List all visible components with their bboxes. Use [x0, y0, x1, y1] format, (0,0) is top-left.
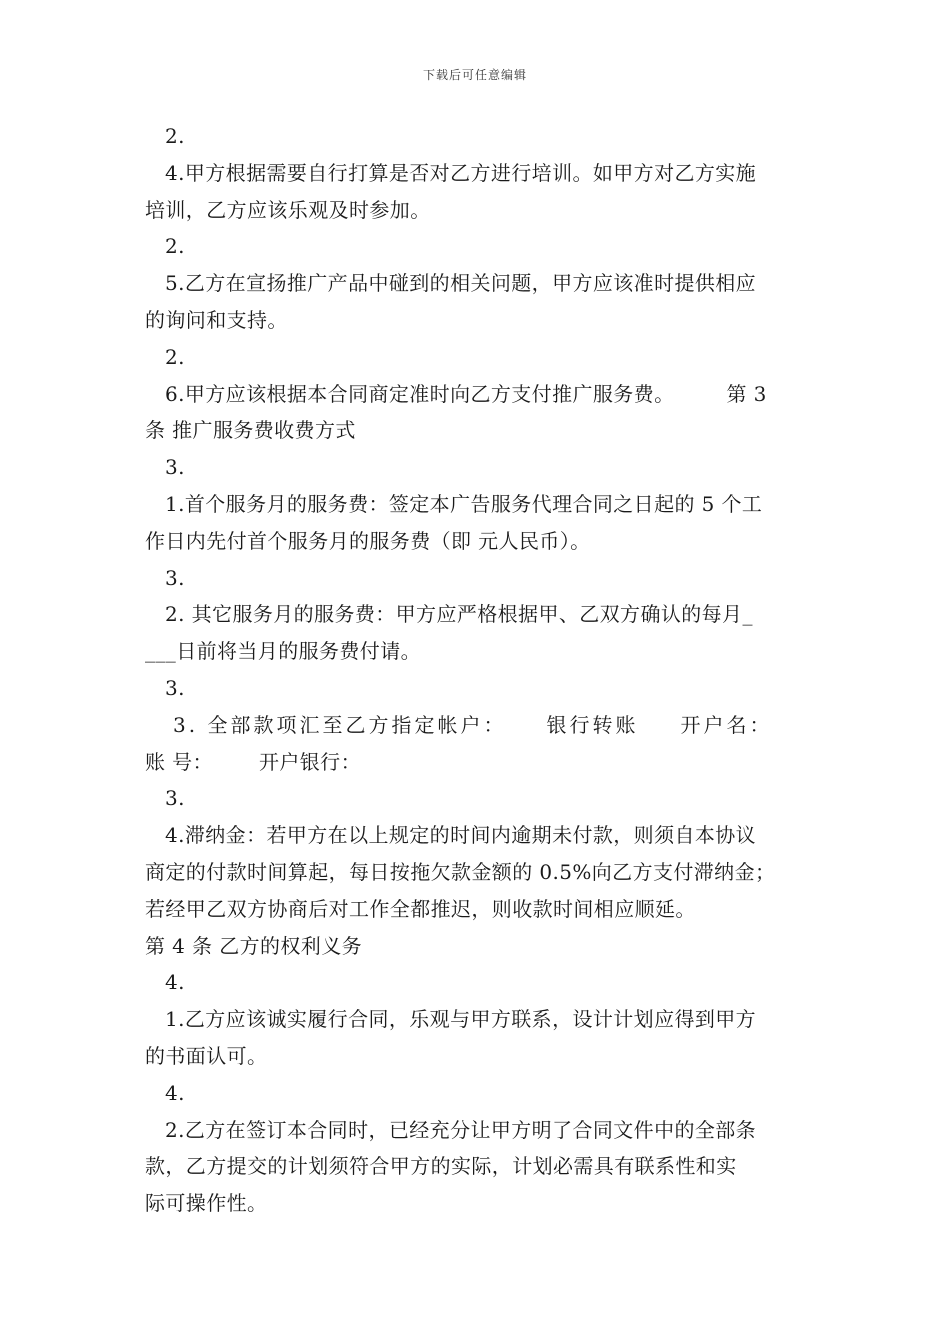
paragraph-line	[145, 376, 817, 413]
paragraph-line: 5.乙方在宣扬推广产品中碰到的相关问题，甲方应该准时提供相应	[165, 271, 757, 296]
paragraph-line: 若经甲乙双方协商后对工作全都推迟，则收款时间相应顺延。	[145, 896, 696, 921]
paragraph-line: 培训，乙方应该乐观及时参加。	[145, 197, 431, 222]
paragraph-line: 的书面认可。	[145, 1043, 268, 1068]
section-heading-start: 第 3	[726, 381, 767, 406]
account-number-label: 账 号：	[145, 749, 213, 774]
paragraph-line: 1.乙方应该诚实履行合同，乐观与甲方联系，设计计划应得到甲方	[165, 1007, 757, 1032]
clause-number: 2.	[165, 234, 185, 259]
clause-number: 4.	[165, 1080, 185, 1105]
account-label: 3. 全部款项汇至乙方指定帐户：	[173, 712, 507, 737]
transfer-method: 银行转账	[546, 712, 639, 737]
paragraph-line: 的询问和支持。	[145, 307, 288, 332]
paragraph-line: 际可操作性。	[145, 1191, 268, 1216]
clause-number: 3.	[165, 675, 185, 700]
clause-number: 4.	[165, 970, 185, 995]
paragraph-line: 4.滞纳金：若甲方在以上规定的时间内逾期未付款，则须自本协议	[165, 823, 757, 848]
section-heading: 第 4 条 乙方的权利义务	[145, 933, 362, 958]
paragraph-text: 6.甲方应该根据本合同商定准时向乙方支付推广服务费。	[165, 381, 675, 406]
clause-number: 2.	[165, 344, 185, 369]
header-note: 下载后可任意编辑	[422, 68, 527, 82]
paragraph-line: 2.乙方在签订本合同时，已经充分让甲方明了合同文件中的全部条	[165, 1117, 757, 1142]
paragraph-line: 作日内先付首个服务月的服务费（即 元人民币）。	[145, 528, 591, 553]
paragraph-line	[145, 744, 817, 781]
clause-number: 3.	[165, 786, 185, 811]
paragraph-line: 商定的付款时间算起，每日按拖欠款金额的 0.5%向乙方支付滞纳金；	[145, 859, 776, 884]
paragraph-line: ___日前将当月的服务费付请。	[145, 639, 421, 664]
contract-body	[145, 118, 817, 1222]
account-name-label: 开户名：	[680, 712, 773, 737]
paragraph-line	[145, 707, 817, 744]
clause-number: 2.	[165, 124, 185, 148]
bank-label: 开户银行：	[258, 749, 361, 774]
paragraph-line: 4.甲方根据需要自行打算是否对乙方进行培训。如甲方对乙方实施	[165, 160, 757, 185]
paragraph-line: 2. 其它服务月的服务费：甲方应严格根据甲、乙双方确认的每月_	[165, 602, 753, 627]
paragraph-line: 1.首个服务月的服务费：签定本广告服务代理合同之日起的 5 个工	[165, 491, 763, 516]
clause-number: 3.	[165, 565, 185, 590]
section-heading: 条 推广服务费收费方式	[145, 418, 356, 443]
clause-number: 3.	[165, 455, 185, 480]
paragraph-line: 款，乙方提交的计划须符合甲方的实际，计划必需具有联系性和实	[145, 1154, 737, 1179]
